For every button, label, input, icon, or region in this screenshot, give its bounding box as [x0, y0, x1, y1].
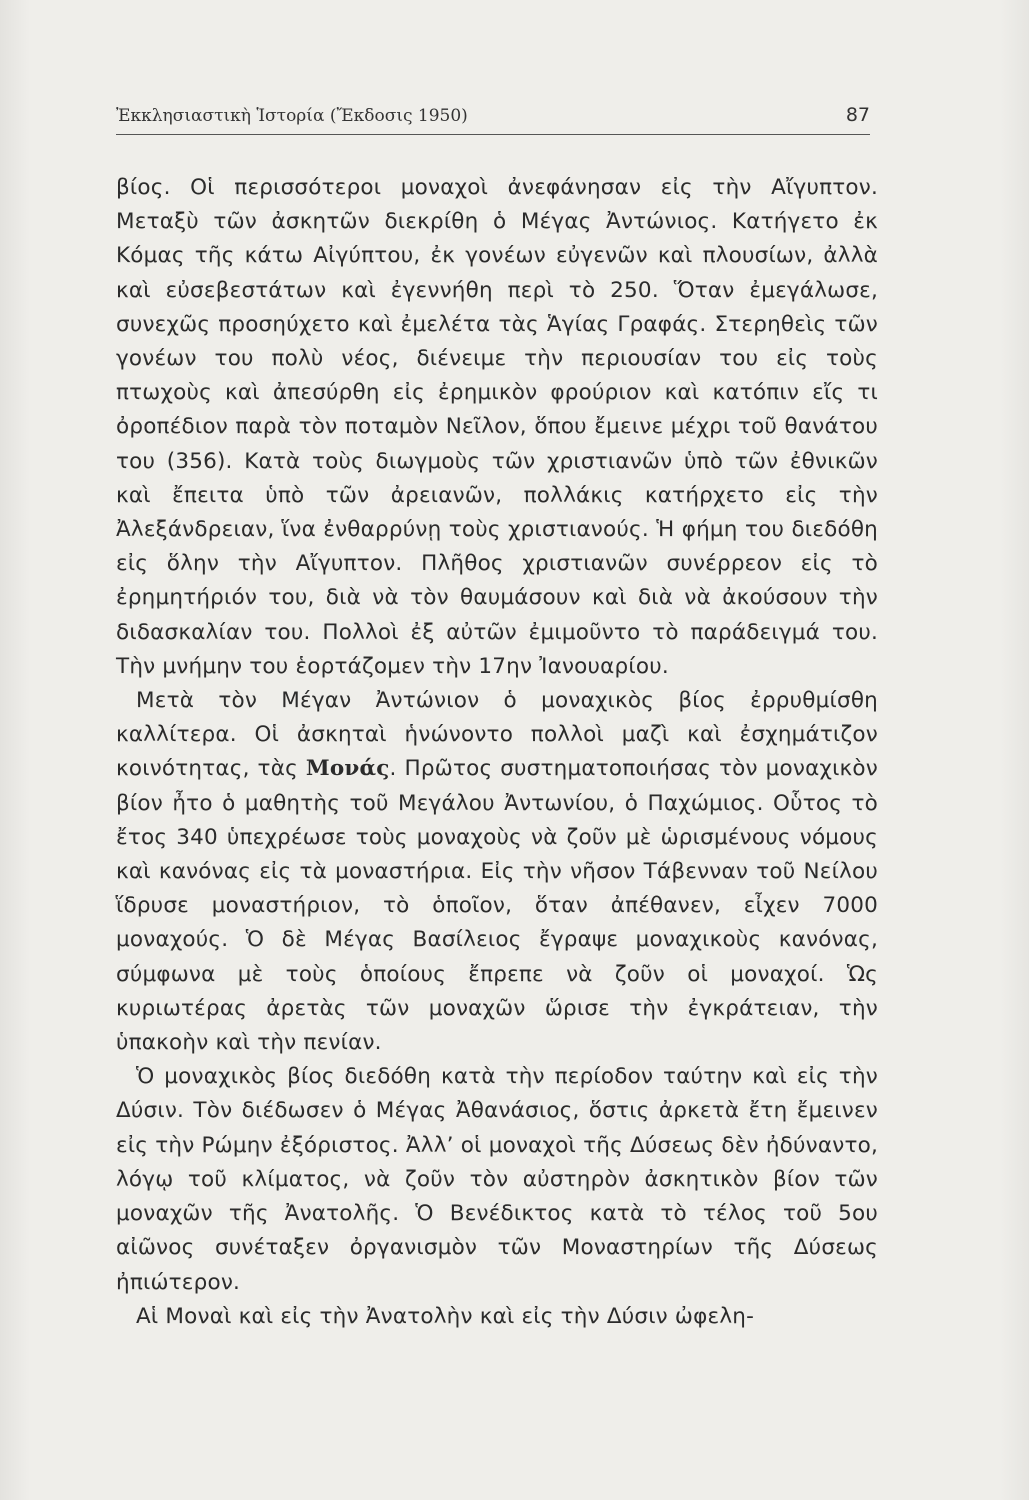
paragraph-1: βίος. Οἱ περισσότεροι μοναχοὶ ἀνεφάνησαν εἰς τὴν Αἴγυπτον. Μεταξὺ τῶν ἀσκητῶν διεκρίθη ὁ Μέγας Ἀντώνιος. Κατήγετο ἐκ Κόμας τῆς κάτω Αἰγύπτου, ἐκ γονέων εὐγενῶν καὶ πλουσίων, ἀλλὰ καὶ εὐσεβεστάτων καὶ ἐγεννήθη περὶ τὸ 250. Ὅταν ἐμεγάλωσε, συνεχῶς προσηύχετο καὶ ἐμελέτα τὰς Ἁγίας Γραφάς. Στερηθεὶς τῶν γονέων του πολὺ νέος, διένειμε τὴν περιουσίαν του εἰς τοὺς πτωχοὺς καὶ ἀπεσύρθη εἰς ἐρημικὸν φρούριον καὶ κατόπιν εἴς τι ὀροπέδιον παρὰ τὸν ποταμὸν Νεῖλον, ὅπου ἔμεινε μέχρι τοῦ θανάτου του (356). Κατὰ τοὺς διωγμοὺς τῶν χριστιανῶν ὑπὸ τῶν ἐθνικῶν καὶ ἔπειτα ὑπὸ τῶν ἀρειανῶν, πολλάκις κατήρχετο εἰς τὴν Ἀλεξάνδρειαν, ἵνα ἐνθαρρύνῃ τοὺς χριστιανούς. Ἡ φήμη του διεδόθη εἰς ὅλην τὴν Αἴγυπτον. Πλῆθος χριστιανῶν συνέρρεον εἰς τὸ ἐρημητήριόν του, διὰ νὰ τὸν θαυμάσουν καὶ διὰ νὰ ἀκούσουν τὴν διδασκαλίαν του. Πολλοὶ ἐξ αὐτῶν ἐμιμοῦντο τὸ παράδειγμά του. Τὴν μνήμην του ἑορτάζομεν τὴν 17ην Ἰανουαρίου. — [116, 175, 878, 679]
paragraph-4: Αἱ Μοναὶ καὶ εἰς τὴν Ἀνατολὴν καὶ εἰς τὴν Δύσιν ὠφελη- — [136, 1303, 755, 1329]
page-header — [116, 104, 870, 126]
emphasized-term: Μονάς — [305, 756, 390, 782]
paragraph-2: Μετὰ τὸν Μέγαν Ἀντώνιον ὁ μοναχικὸς βίος ἐρρυθμίσθη καλλίτερα. Οἱ ἀσκηταὶ ἡνώνοντο πολλοὶ μαζὶ καὶ ἐσχημάτιζον κοινότητας, τὰς Μονάς. Πρῶτος συστηματοποιήσας τὸν μοναχικὸν βίον ἦτο ὁ μαθητὴς τοῦ Μεγάλου Ἀντωνίου, ὁ Παχώμιος. Οὗτος τὸ ἔτος 340 ὑπεχρέωσε τοὺς μοναχοὺς νὰ ζοῦν μὲ ὡρισμένους νόμους καὶ κανόνας εἰς τὰ μοναστήρια. Εἰς τὴν νῆσον Τάβενναν τοῦ Νείλου ἵδρυσε μοναστήριον, τὸ ὁποῖον, ὅταν ἀπέθανεν, εἶχεν 7000 μοναχούς. Ὁ δὲ Μέγας Βασίλειος ἔγραψε μοναχικοὺς κανόνας, σύμφωνα μὲ τοὺς ὁποίους ἔπρεπε νὰ ζοῦν οἱ μοναχοί. Ὡς κυριωτέρας ἀρετὰς τῶν μοναχῶν ὥρισε τὴν ἐγκράτειαν, τὴν ὑπακοὴν καὶ τὴν πενίαν. — [116, 688, 878, 1056]
paragraph-3: Ὁ μοναχικὸς βίος διεδόθη κατὰ τὴν περίοδον ταύτην καὶ εἰς τὴν Δύσιν. Τὸν διέδωσεν ὁ Μέγας Ἀθανάσιος, ὅστις ἀρκετὰ ἔτη ἔμεινεν εἰς τὴν Ρώμην ἐξόριστος. Ἀλλ’ οἱ μοναχοὶ τῆς Δύσεως δὲν ἠδύναντο, λόγῳ τοῦ κλίματος, νὰ ζοῦν τὸν αὐστηρὸν ἀσκητικὸν βίον τῶν μοναχῶν τῆς Ἀνατολῆς. Ὁ Βενέδικτος κατὰ τὸ τέλος τοῦ 5ου αἰῶνος συνέταξεν ὀργανισμὸν τῶν Μοναστηρίων τῆς Δύσεως ἠπιώτερον. — [116, 1064, 878, 1295]
page-number: 87 — [845, 104, 870, 126]
header-rule — [116, 134, 870, 135]
running-title: Ἐκκλησιαστικὴ Ἱστορία (Ἔκδοσις 1950) — [116, 106, 468, 126]
body-text — [116, 171, 878, 1334]
